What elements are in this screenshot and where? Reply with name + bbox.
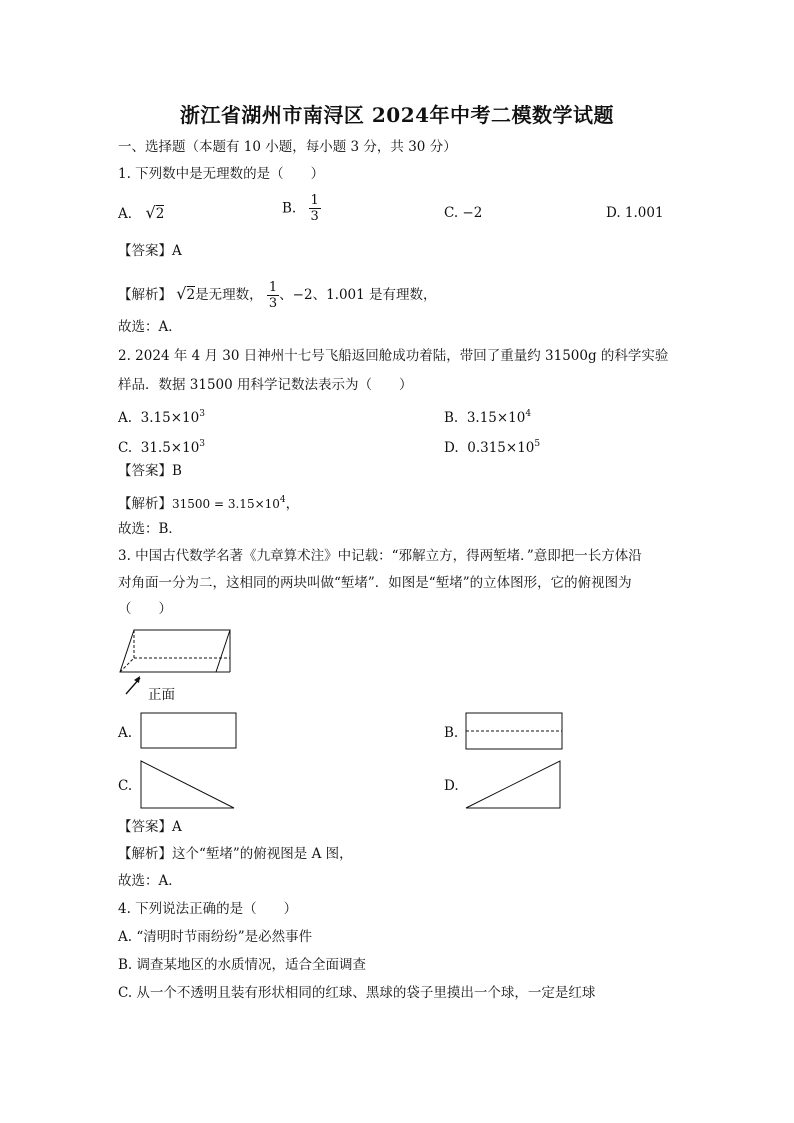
sqrt-symbol: √2 — [176, 284, 196, 303]
q4-option-a: A. “清明时节雨纷纷”是必然事件 — [118, 929, 313, 945]
q3-stem-line2: 对角面一分为二，这相同的两块叫做“堑堵”．如图是“堑堵”的立体图形，它的俯视图为 — [118, 575, 632, 591]
q3-conclusion: 故选：A． — [118, 873, 182, 889]
q3-stem-line3: （ ） — [118, 601, 172, 617]
q2-option-a: A. $3.15\times 10^3$ — [118, 409, 205, 426]
wedge-3d-figure — [118, 628, 238, 708]
q4-stem: 4. 下列说法正确的是（ ） — [118, 901, 298, 917]
q3-answer: 【答案】A — [118, 819, 182, 835]
q2-stem-line1: 2. 2024 年 4 月 30 日神州十七号飞船返回舱成功着陆，带回了重量约 31500g 的科学实验 — [118, 348, 669, 364]
section-header: 一、选择题（本题有 10 小题，每小题 3 分，共 30 分） — [118, 139, 457, 155]
q1-conclusion: 故选：A． — [118, 319, 182, 335]
q2-answer: 【答案】B — [118, 463, 182, 479]
figure-label-front: 正面 — [148, 687, 175, 703]
q3-stem-line1: 3. 中国古代数学名著《九章算术注》中记载：“邪解立方，得两堑堵．”意即把一长方体沿 — [118, 548, 642, 564]
q1-option-a-label: A． — [118, 206, 142, 222]
q3-option-a-rectangle — [140, 712, 238, 750]
q1-option-b: B. $\frac{1}{3}$ — [282, 193, 319, 224]
q4-option-b: B. 调查某地区的水质情况，适合全面调查 — [118, 957, 367, 973]
q1-option-a — [118, 204, 164, 223]
q3-analysis: 【解析】这个“堑堵”的俯视图是 A 图， — [118, 846, 353, 862]
q1-stem: 1. 下列数中是无理数的是（ ） — [118, 166, 325, 182]
q3-option-d-label: D. — [444, 778, 459, 794]
page-title: 浙江省湖州市南浔区 2024年中考二模数学试题 — [179, 103, 615, 127]
fraction: $\frac{1}{3}$ — [310, 193, 319, 224]
q3-option-d-triangle — [465, 760, 562, 810]
q1-answer: 【答案】A — [118, 243, 182, 259]
q2-option-d: D. $0.315\times 10^5$ — [444, 439, 541, 456]
q3-option-c-label: C. — [118, 778, 133, 794]
q2-option-b: B. $3.15\times 10^4$ — [444, 409, 532, 426]
q3-option-c-triangle — [140, 760, 236, 810]
sqrt-symbol: √2 — [145, 203, 165, 222]
fraction: $\frac{1}{3}$ — [268, 280, 278, 311]
q3-option-b-label: B. — [444, 725, 459, 741]
q4-option-c: C. 从一个不透明且装有形状相同的红球、黑球的袋子里摸出一个球，一定是红球 — [118, 985, 596, 1001]
q1-analysis: 【解析】 √2是无理数， $\frac{1}{3}$ 、−2、1.001 是有理数， — [118, 280, 437, 311]
q3-option-b-rectangle-dashed — [465, 712, 564, 750]
q2-stem-line2: 样品．数据 31500 用科学记数法表示为（ ） — [118, 377, 413, 393]
q2-option-c: C. $31.5\times 10^3$ — [118, 439, 206, 456]
q1-option-d: D. 1.001 — [606, 205, 664, 221]
q3-option-a-label: A. — [118, 725, 133, 741]
q2-analysis: 【解析】$31500 = 3.15\times 10^4$， — [118, 495, 300, 512]
q2-conclusion: 故选：B． — [118, 521, 182, 537]
q1-option-c: C. −2 — [444, 205, 483, 221]
